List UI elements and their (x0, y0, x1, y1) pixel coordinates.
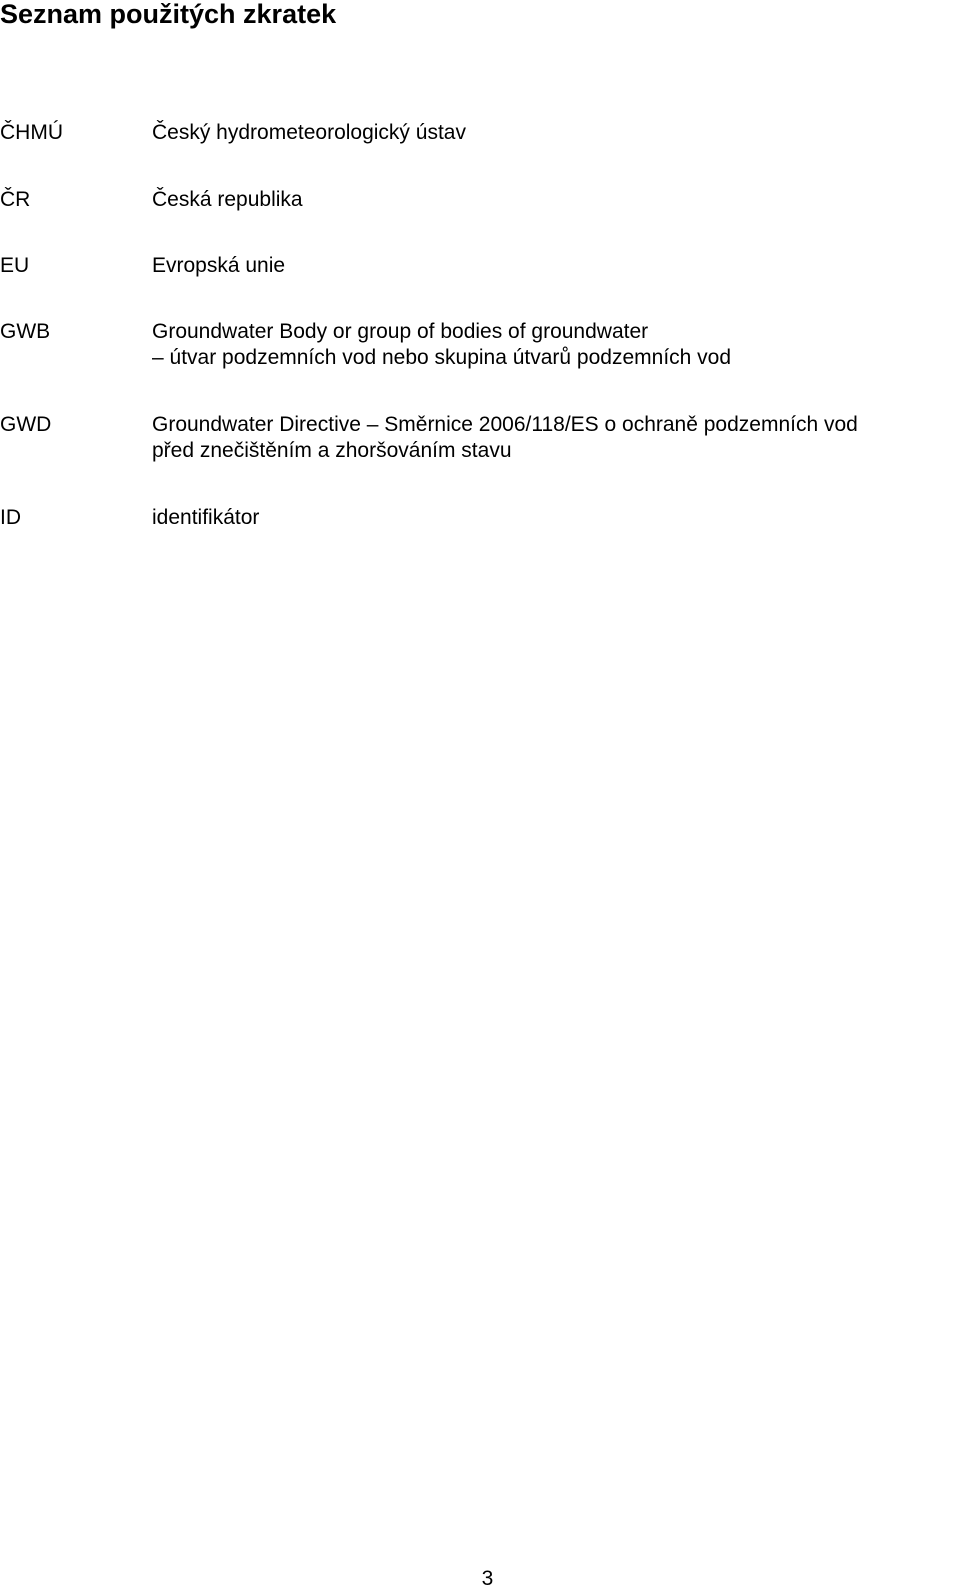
abbreviation-term: ČR (0, 188, 31, 211)
meaning-line: Groundwater Directive – Směrnice 2006/118/ES o ochraně podzemních vod (152, 413, 858, 436)
meaning-line: Groundwater Body or group of bodies of groundwater (152, 320, 649, 343)
page-number: 3 (481, 1567, 494, 1590)
meaning-line: Česká republika (152, 188, 303, 211)
abbreviation-term: ČHMÚ (0, 121, 63, 144)
meaning-line: – útvar podzemních vod nebo skupina útvarů podzemních vod (152, 346, 732, 369)
abbreviation-meaning (152, 319, 731, 371)
meaning-line: Evropská unie (152, 254, 286, 277)
abbreviation-term: GWD (0, 413, 52, 436)
abbreviation-term: EU (0, 254, 30, 277)
abbreviation-meaning (152, 253, 285, 279)
meaning-line: identifikátor (152, 506, 260, 529)
abbreviation-term: ID (0, 506, 21, 529)
page-title: Seznam použitých zkratek (0, 0, 337, 29)
abbreviation-meaning (152, 120, 466, 146)
abbreviation-meaning (152, 187, 303, 213)
abbreviation-meaning (152, 505, 259, 531)
meaning-line: před znečištěním a zhoršováním stavu (152, 439, 512, 462)
abbreviation-meaning (152, 412, 858, 464)
meaning-line: Český hydrometeorologický ústav (152, 121, 466, 144)
abbreviation-term: GWB (0, 320, 51, 343)
